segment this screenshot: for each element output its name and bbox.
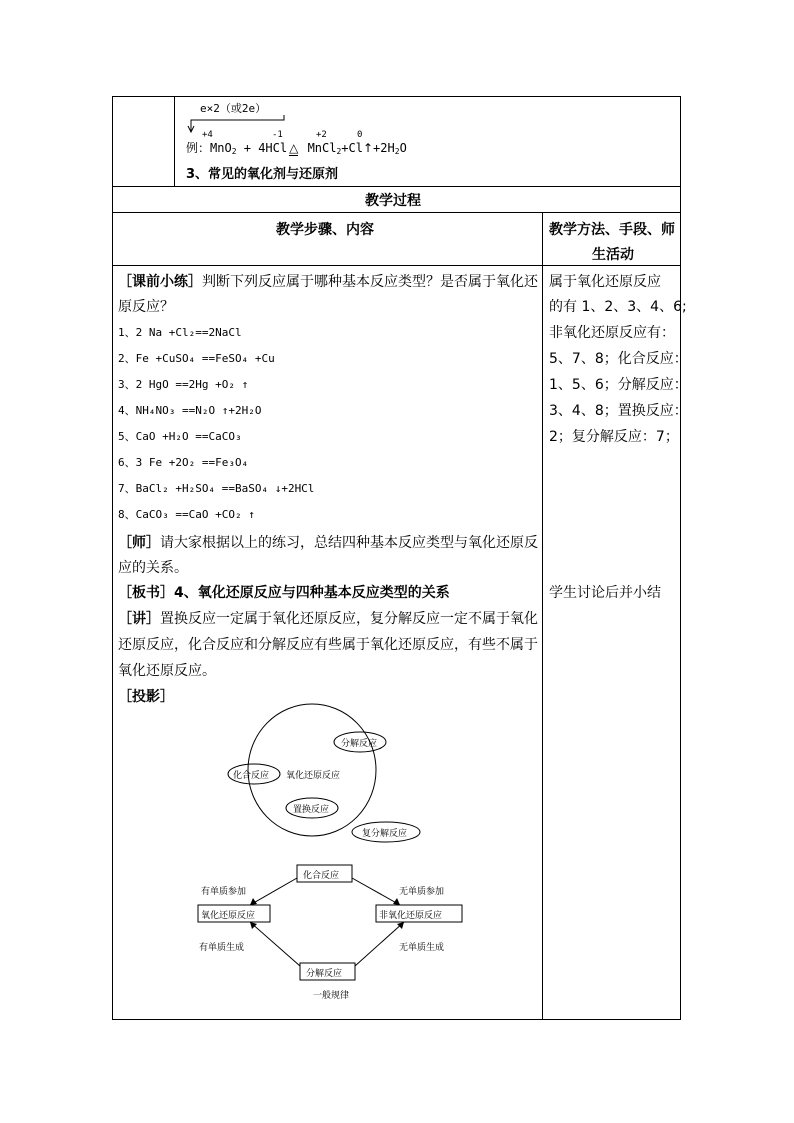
flow-non-redox-label: 非氧化还原反应 [379,911,443,921]
top-left-column-divider [174,96,175,186]
exercise-tag: ［课前小练］ [118,274,202,290]
heat-symbol: △ [289,141,299,155]
flow-decomposition-label: 分解反应 [306,969,343,979]
section3-title: 3、常见的氧化剂与还原剂 [186,167,339,182]
lecture-tag: ［讲］ [118,611,160,627]
exercise-item-4: 4、NH₄NO₃ ==N₂O ↑+2H₂O [118,404,262,417]
divider-header [112,265,681,266]
exercise-question-line2: 原反应？ [118,299,174,315]
process-header: 教学过程 [365,193,421,209]
ox-state-cl-left: -1 [272,130,283,140]
venn-redox-label: 氧化还原反应 [286,771,341,781]
flow-with-element-participate: 有单质参加 [201,887,247,897]
right-answer-line1: 属于氧化还原反应 [549,274,661,290]
flow-general-rule: 一般规律 [313,991,350,1001]
venn-double-decomposition-label: 复分解反应 [362,829,408,839]
divider-top [112,186,681,187]
flow-without-element-participate: 无单质参加 [399,887,445,897]
teacher-tag: ［师］ [118,535,160,551]
exercise-item-1: 1、2 Na +Cl₂==2NaCl [118,326,242,339]
board-note: ［板书］4、氧化还原反应与四种基本反应类型的关系 [118,585,450,601]
venn-combination-label: 化合反应 [233,771,270,781]
example-prefix: 例： [186,141,211,155]
right-answer-line5: 1、5、6；分解反应： [549,377,688,393]
teacher-line1: ［师］请大家根据以上的练习，总结四种基本反应类型与氧化还原反 [118,535,538,551]
flow-without-element-produce: 无单质生成 [399,943,445,953]
projection-tag: ［投影］ [118,689,174,705]
ox-state-cl-right: 0 [357,130,363,140]
col-content-header: 教学步骤、内容 [276,222,374,238]
exercise-item-2: 2、Fe +CuSO₄ ==FeSO₄ +Cu [118,352,275,365]
exercise-item-7: 7、BaCl₂ +H₂SO₄ ==BaSO₄ ↓+2HCl [118,482,315,495]
lecture-line1: ［讲］置换反应一定属于氧化还原反应，复分解反应一定不属于氧化 [118,611,538,627]
flow-with-element-produce: 有单质生成 [199,943,245,953]
right-answer-line2: 的有 1、2、3、4、6; [549,299,687,315]
ox-state-mn-left: +4 [202,130,213,140]
right-answer-line7: 2；复分解反应：7； [549,429,679,445]
right-answer-line6: 3、4、8；置换反应： [549,403,688,419]
venn-decomposition-label: 分解反应 [341,739,378,749]
exercise-item-6: 6、3 Fe +2O₂ ==Fe₃O₄ [118,456,249,469]
flow-combination-label: 化合反应 [303,871,340,881]
exercise-item-5: 5、CaO +H₂O ==CaCO₃ [118,430,242,443]
venn-displacement-label: 置换反应 [293,805,330,815]
right-answer-line3: 非氧化还原反应有： [549,325,675,341]
example-equation: 例：MnO$_2$ + 4HCl △ $MnCl_2+Cl↑+2H_2O$ [186,141,407,156]
main-column-divider [542,212,543,1020]
divider-process [112,212,681,213]
lecture-line2: 还原反应，化合反应和分解反应有些属于氧化还原反应，有些不属于 [118,637,538,653]
ox-state-mn-right: +2 [316,130,327,140]
flow-redox-label: 氧化还原反应 [201,911,256,921]
exercise-item-3: 3、2 HgO ==2Hg +O₂ ↑ [118,378,249,391]
col-method-header-1: 教学方法、手段、师 [549,222,675,238]
board-tag: ［板书］ [118,585,174,601]
flow-diagram-lines [190,860,470,1000]
lecture-line3: 氧化还原反应。 [118,663,216,679]
exercise-question-line1: ［课前小练］判断下列反应属于哪种基本反应类型？是否属于氧化还 [118,274,538,290]
electron-transfer-label: e×2（或2e） [200,102,267,115]
col-method-header-2: 生活动 [592,247,634,263]
exercise-item-8: 8、CaCO₃ ==CaO +CO₂ ↑ [118,508,255,521]
right-answer-line4: 5、7、8；化合反应： [549,351,688,367]
teacher-line2: 应的关系。 [118,560,188,576]
right-discussion: 学生讨论后并小结 [549,585,661,601]
